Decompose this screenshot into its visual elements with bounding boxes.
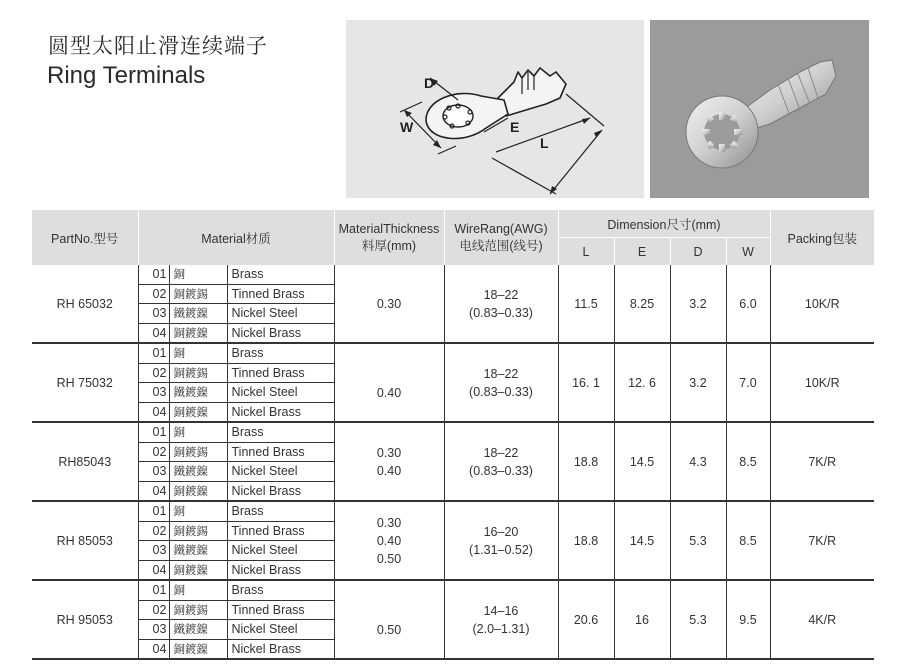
material-line [139, 560, 334, 580]
material-name-en: Tinned Brass [227, 601, 334, 620]
header-wire-line1: WireRang(AWG) [454, 221, 548, 236]
material-line [139, 382, 334, 402]
material-line [139, 481, 334, 501]
material-line [139, 344, 334, 363]
dimension-label-d: D [424, 75, 435, 91]
material-list [139, 502, 334, 579]
material-name-en: Nickel Steel [227, 383, 334, 402]
material-code: 04 [152, 325, 167, 340]
header-wire-range [444, 210, 558, 265]
part-number-cell: RH 85053 [32, 501, 138, 580]
material-name-cn: 銅 [169, 581, 227, 600]
material-cell [138, 580, 334, 659]
dimension-d-cell: 4.3 [670, 422, 726, 501]
material-name-cn: 銅 [169, 502, 227, 521]
material-code: 03 [152, 464, 167, 478]
material-line [139, 323, 334, 343]
page-title-english: Ring Terminals [47, 62, 206, 89]
material-cell [138, 501, 334, 580]
dimension-w-cell: 8.5 [726, 422, 770, 501]
material-name-en: Nickel Steel [227, 462, 334, 481]
material-line [139, 442, 334, 462]
dimension-e-cell: 12. 6 [614, 343, 670, 422]
material-line [139, 619, 334, 639]
thickness-value: 0.30 [376, 445, 402, 460]
wire-range-values [469, 365, 533, 401]
wire-range-values [469, 523, 533, 559]
header-dim-d: D [670, 238, 726, 266]
material-cell [138, 422, 334, 501]
dimension-label-e: E [510, 119, 520, 135]
thickness-cell [334, 422, 444, 501]
wire-range-mm: (0.83–0.33) [469, 305, 533, 320]
dimension-w-cell: 7.0 [726, 343, 770, 422]
material-line [139, 600, 334, 620]
material-code: 03 [152, 543, 167, 557]
material-code: 01 [152, 504, 167, 518]
wire-range-values [469, 286, 533, 322]
material-name-en: Brass [227, 581, 334, 600]
material-name-cn: 銅 [169, 423, 227, 442]
material-name-en: Nickel Steel [227, 304, 334, 323]
thickness-cell [334, 501, 444, 580]
material-name-cn: 鐵鍍鎳 [169, 383, 227, 402]
wire-range-values [473, 602, 530, 638]
material-name-cn: 銅鍍鎳 [169, 324, 227, 343]
header-dim-l: L [558, 238, 614, 266]
material-line [139, 265, 334, 284]
material-list [139, 423, 334, 500]
packing-cell: 7K/R [770, 422, 874, 501]
wire-range-values [469, 444, 533, 480]
thickness-value: 0.50 [376, 622, 402, 637]
ring-terminal-spec-table [32, 210, 874, 660]
material-name-en: Nickel Steel [227, 541, 334, 560]
dimension-w-cell: 8.5 [726, 501, 770, 580]
dimension-l-cell: 18.8 [558, 422, 614, 501]
material-line [139, 540, 334, 560]
wire-range-awg: 18–22 [483, 445, 519, 460]
material-name-cn: 銅鍍鎳 [169, 640, 227, 659]
material-name-en: Tinned Brass [227, 364, 334, 383]
header-thickness-line1: MaterialThickness [338, 221, 440, 236]
page-title-chinese: 圆型太阳止滑连续端子 [48, 34, 268, 58]
thickness-value: 0.40 [376, 385, 402, 400]
material-code: 01 [152, 425, 167, 439]
wire-range-cell [444, 265, 558, 343]
packing-cell: 7K/R [770, 501, 874, 580]
material-name-cn: 銅鍍錫 [169, 522, 227, 541]
wire-range-awg: 18–22 [483, 287, 519, 302]
wire-range-mm: (0.83–0.33) [469, 463, 533, 478]
material-code: 02 [152, 286, 167, 301]
material-name-cn: 銅鍍鎳 [169, 482, 227, 501]
header-dimension: Dimension尺寸(mm) [558, 210, 770, 238]
material-name-cn: 鐵鍍鎳 [169, 620, 227, 639]
material-line [139, 303, 334, 323]
part-number-cell: RH 75032 [32, 343, 138, 422]
dimension-e-cell: 16 [614, 580, 670, 659]
material-name-en: Tinned Brass [227, 443, 334, 462]
material-name-en: Nickel Steel [227, 620, 334, 639]
material-name-en: Brass [227, 265, 334, 284]
material-line [139, 581, 334, 600]
dimension-l-cell: 11.5 [558, 265, 614, 343]
dimension-e-cell: 14.5 [614, 501, 670, 580]
wire-range-cell [444, 422, 558, 501]
dimension-e-cell: 14.5 [614, 422, 670, 501]
material-name-cn: 銅鍍鎳 [169, 561, 227, 580]
material-code: 04 [152, 562, 167, 577]
material-name-en: Brass [227, 344, 334, 363]
thickness-value: 0.30 [376, 296, 402, 311]
material-name-en: Nickel Brass [227, 324, 334, 343]
header-part-no: PartNo.型号 [32, 210, 138, 265]
material-name-cn: 銅鍍錫 [169, 364, 227, 383]
part-number-cell: RH 65032 [32, 265, 138, 343]
material-code: 01 [152, 267, 167, 281]
material-code: 04 [152, 483, 167, 498]
thickness-value: 0.50 [376, 551, 402, 566]
table-row [32, 265, 874, 343]
header-thickness [334, 210, 444, 265]
material-code: 03 [152, 622, 167, 636]
wire-range-awg: 16–20 [483, 524, 519, 539]
thickness-values [377, 295, 401, 313]
material-code: 02 [152, 602, 167, 617]
wire-range-awg: 18–22 [483, 366, 519, 381]
dimension-l-cell: 18.8 [558, 501, 614, 580]
material-name-cn: 銅鍍錫 [169, 443, 227, 462]
dimension-d-cell: 5.3 [670, 501, 726, 580]
material-line [139, 502, 334, 521]
material-name-en: Nickel Brass [227, 403, 334, 422]
thickness-value: 0.40 [376, 463, 402, 478]
material-name-en: Nickel Brass [227, 640, 334, 659]
material-name-cn: 鐵鍍鎳 [169, 304, 227, 323]
dimension-w-cell: 9.5 [726, 580, 770, 659]
wire-range-cell [444, 501, 558, 580]
material-list [139, 265, 334, 342]
dimension-l-cell: 20.6 [558, 580, 614, 659]
header-packing: Packing包装 [770, 210, 874, 265]
thickness-cell [334, 343, 444, 422]
material-name-cn: 銅鍍錫 [169, 285, 227, 304]
material-line [139, 423, 334, 442]
part-number-cell: RH85043 [32, 422, 138, 501]
material-line [139, 284, 334, 304]
thickness-values [377, 384, 401, 402]
material-name-en: Nickel Brass [227, 561, 334, 580]
material-code: 04 [152, 404, 167, 419]
wire-range-awg: 14–16 [483, 603, 519, 618]
material-name-cn: 鐵鍍鎳 [169, 541, 227, 560]
dimension-e-cell: 8.25 [614, 265, 670, 343]
thickness-values [377, 514, 401, 568]
thickness-value: 0.40 [376, 533, 402, 548]
material-list [139, 581, 334, 658]
table-row [32, 580, 874, 659]
table-row [32, 501, 874, 580]
terminal-product-photo [650, 20, 869, 198]
material-code: 01 [152, 346, 167, 360]
thickness-value: 0.30 [376, 515, 402, 530]
wire-range-cell [444, 343, 558, 422]
wire-range-mm: (1.31–0.52) [469, 542, 533, 557]
material-line [139, 521, 334, 541]
material-list [139, 344, 334, 421]
header-dim-e: E [614, 238, 670, 266]
wire-range-mm: (0.83–0.33) [469, 384, 533, 399]
wire-range-cell [444, 580, 558, 659]
table-row [32, 422, 874, 501]
product-photo-svg [650, 20, 869, 198]
dimension-drawing-svg [346, 20, 644, 198]
material-line [139, 402, 334, 422]
material-code: 02 [152, 523, 167, 538]
dimension-d-cell: 3.2 [670, 265, 726, 343]
table-row [32, 343, 874, 422]
thickness-values [377, 444, 401, 480]
material-code: 02 [152, 365, 167, 380]
dimension-label-l: L [540, 135, 549, 151]
material-cell [138, 343, 334, 422]
material-name-en: Tinned Brass [227, 522, 334, 541]
material-code: 03 [152, 385, 167, 399]
spec-table-body [32, 265, 874, 659]
part-number-cell: RH 95053 [32, 580, 138, 659]
material-name-cn: 銅鍍鎳 [169, 403, 227, 422]
material-name-cn: 鐵鍍鎳 [169, 462, 227, 481]
material-cell [138, 265, 334, 343]
dimension-l-cell: 16. 1 [558, 343, 614, 422]
material-code: 02 [152, 444, 167, 459]
material-code: 04 [152, 641, 167, 656]
material-name-cn: 銅鍍錫 [169, 601, 227, 620]
material-name-cn: 銅 [169, 344, 227, 363]
header-dim-w: W [726, 238, 770, 266]
material-name-en: Brass [227, 502, 334, 521]
material-name-en: Nickel Brass [227, 482, 334, 501]
material-name-en: Brass [227, 423, 334, 442]
material-code: 03 [152, 306, 167, 320]
wire-range-mm: (2.0–1.31) [472, 621, 530, 636]
material-name-cn: 銅 [169, 265, 227, 284]
thickness-cell [334, 265, 444, 343]
dimension-d-cell: 5.3 [670, 580, 726, 659]
material-name-en: Tinned Brass [227, 285, 334, 304]
material-code: 01 [152, 583, 167, 597]
header-wire-line2: 电线范围(线号) [459, 238, 543, 253]
thickness-values [377, 621, 401, 639]
dimension-label-w: W [400, 119, 414, 135]
terminal-dimension-drawing [346, 20, 644, 198]
material-line [139, 461, 334, 481]
material-line [139, 363, 334, 383]
header-thickness-line2: 料厚(mm) [361, 238, 417, 253]
packing-cell: 10K/R [770, 343, 874, 422]
packing-cell: 4K/R [770, 580, 874, 659]
packing-cell: 10K/R [770, 265, 874, 343]
dimension-d-cell: 3.2 [670, 343, 726, 422]
material-line [139, 639, 334, 659]
header-material: Material材质 [138, 210, 334, 265]
thickness-cell [334, 580, 444, 659]
dimension-w-cell: 6.0 [726, 265, 770, 343]
